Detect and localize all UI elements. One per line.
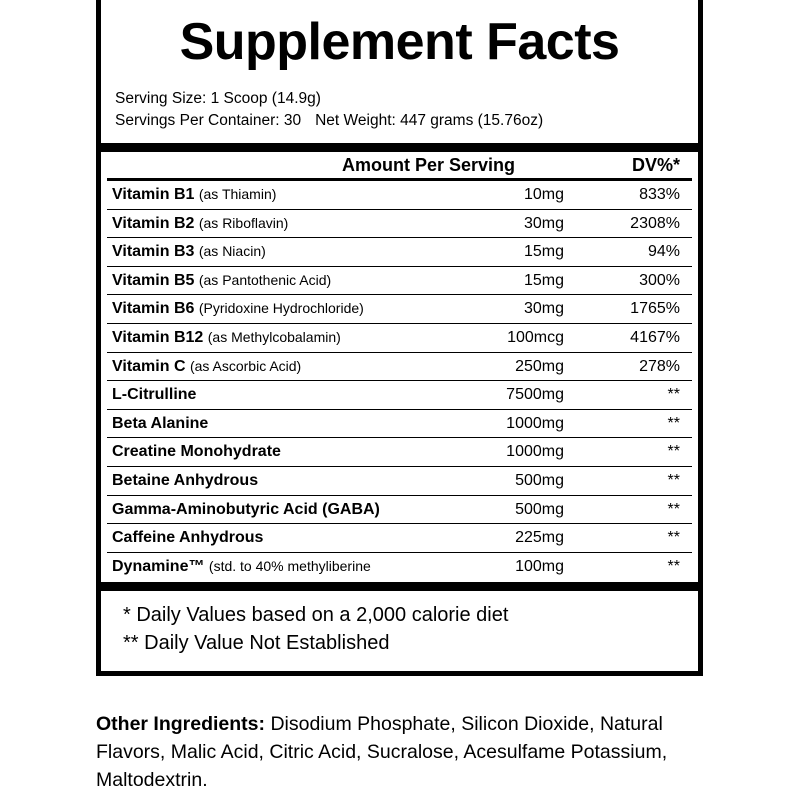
nutrient-source: (as Methylcobalamin) [207,328,341,345]
nutrient-dv: 833% [639,186,680,203]
other-ingredients-label: Other Ingredients: [96,713,266,735]
nutrient-dv: ** [667,471,680,489]
nutrient-name [112,300,364,318]
nutrient-label: Gamma-Aminobutyric Acid (GABA) [112,500,380,518]
nutrient-dv: 94% [647,243,680,261]
nutrient-amount: 15mg [523,271,564,289]
nutrient-name [112,529,263,547]
nutrient-label: Creatine Monohydrate [112,443,281,461]
nutrient-dv: 4167% [630,328,680,346]
nutrient-label: Beta Alanine [112,414,209,432]
nutrient-label: L-Citrulline [112,386,197,404]
nutrient-table [107,152,692,581]
nutrient-dv: 278% [639,357,680,375]
nutrient-dv: ** [667,386,680,404]
nutrient-dv: ** [667,500,680,518]
amount-header: Amount Per Serving [342,155,516,175]
nutrient-source: (as Riboflavin) [198,214,289,231]
nutrient-row [107,210,692,239]
nutrient-source: (as Pantothenic Acid) [198,271,332,288]
servings-line [115,110,543,132]
nutrient-name [112,358,301,376]
nutrient-row [107,553,692,582]
other-ingredients [96,710,716,794]
nutrient-name [112,443,281,461]
nutrient-label: Dynamine™ [112,557,205,575]
panel-title: Supplement Facts [179,13,620,71]
nutrient-amount: 500mg [515,500,564,518]
nutrient-dv: ** [667,443,680,461]
nutrient-amount: 250mg [515,357,564,375]
nutrient-source: (as Niacin) [198,243,266,260]
nutrient-source: (as Thiamin) [198,186,277,202]
nutrient-dv: ** [667,529,680,547]
nutrient-rows [107,181,692,581]
divider-bar-bottom [101,582,698,591]
nutrient-amount: 100mg [515,557,564,575]
nutrient-name [112,186,276,204]
nutrient-row [107,353,692,382]
nutrient-name [112,215,288,233]
net-weight: Net Weight: 447 grams (15.76oz) [315,112,544,129]
nutrient-amount: 30mg [523,214,564,232]
nutrient-label: Vitamin C [112,357,186,375]
nutrient-amount: 7500mg [506,386,564,404]
nutrient-source: (as Ascorbic Acid) [189,357,302,374]
serving-size: Serving Size: 1 Scoop (14.9g) [115,90,321,107]
nutrient-row [107,410,692,439]
nutrient-name [112,272,331,290]
nutrient-label: Vitamin B12 [112,328,204,346]
nutrient-row [107,267,692,296]
nutrient-amount: 10mg [523,186,564,203]
divider-bar [101,143,698,152]
nutrient-amount: 1000mg [506,443,564,461]
nutrient-source: (std. to 40% methyliberine [208,557,371,574]
servings-per-container: Servings Per Container: 30 [115,112,302,129]
nutrient-row [107,438,692,467]
nutrient-row [107,181,692,210]
nutrient-name [112,472,258,490]
nutrient-amount: 15mg [523,243,564,261]
nutrient-amount: 225mg [515,529,564,547]
serving-info [115,88,543,132]
nutrient-name [112,558,371,576]
nutrient-label: Vitamin B5 [112,271,195,289]
nutrient-amount: 30mg [523,300,564,318]
footnote-not-established: ** Daily Value Not Established [123,632,390,654]
nutrient-dv: 2308% [630,214,680,232]
nutrient-dv: 300% [639,271,680,289]
nutrient-row [107,295,692,324]
footnote-daily-values: * Daily Values based on a 2,000 calorie diet [123,604,509,626]
nutrient-amount: 100mcg [507,328,564,346]
nutrient-dv: ** [667,414,680,432]
other-ingredients-text: Disodium Phosphate, Silicon Dioxide, Natural Flavors, Malic Acid, Citric Acid, Sucralose, Acesulfame Potassium, Maltodextrin. [96,713,668,791]
nutrient-label: Vitamin B3 [112,243,195,261]
dv-header: DV%* [631,155,680,175]
nutrient-name [112,415,208,433]
supplement-facts-panel [96,0,703,676]
nutrient-row [107,381,692,410]
nutrient-label: Betaine Anhydrous [112,471,259,489]
footnotes [123,601,508,657]
table-header [107,152,692,181]
nutrient-row [107,238,692,267]
nutrient-name [112,329,341,347]
nutrient-label: Vitamin B2 [112,214,195,232]
nutrient-label: Caffeine Anhydrous [112,529,264,547]
nutrient-dv: 1765% [630,300,680,318]
nutrient-name [112,501,380,519]
nutrient-row [107,467,692,496]
nutrient-row [107,524,692,553]
nutrient-label: Vitamin B6 [112,300,195,318]
nutrient-label: Vitamin B1 [112,186,195,203]
nutrient-source: (Pyridoxine Hydrochloride) [198,300,364,317]
nutrient-amount: 500mg [515,471,564,489]
nutrient-amount: 1000mg [506,414,564,432]
nutrient-name [112,243,266,261]
nutrient-dv: ** [667,557,680,575]
nutrient-row [107,324,692,353]
nutrient-row [107,496,692,525]
nutrient-name [112,386,196,404]
